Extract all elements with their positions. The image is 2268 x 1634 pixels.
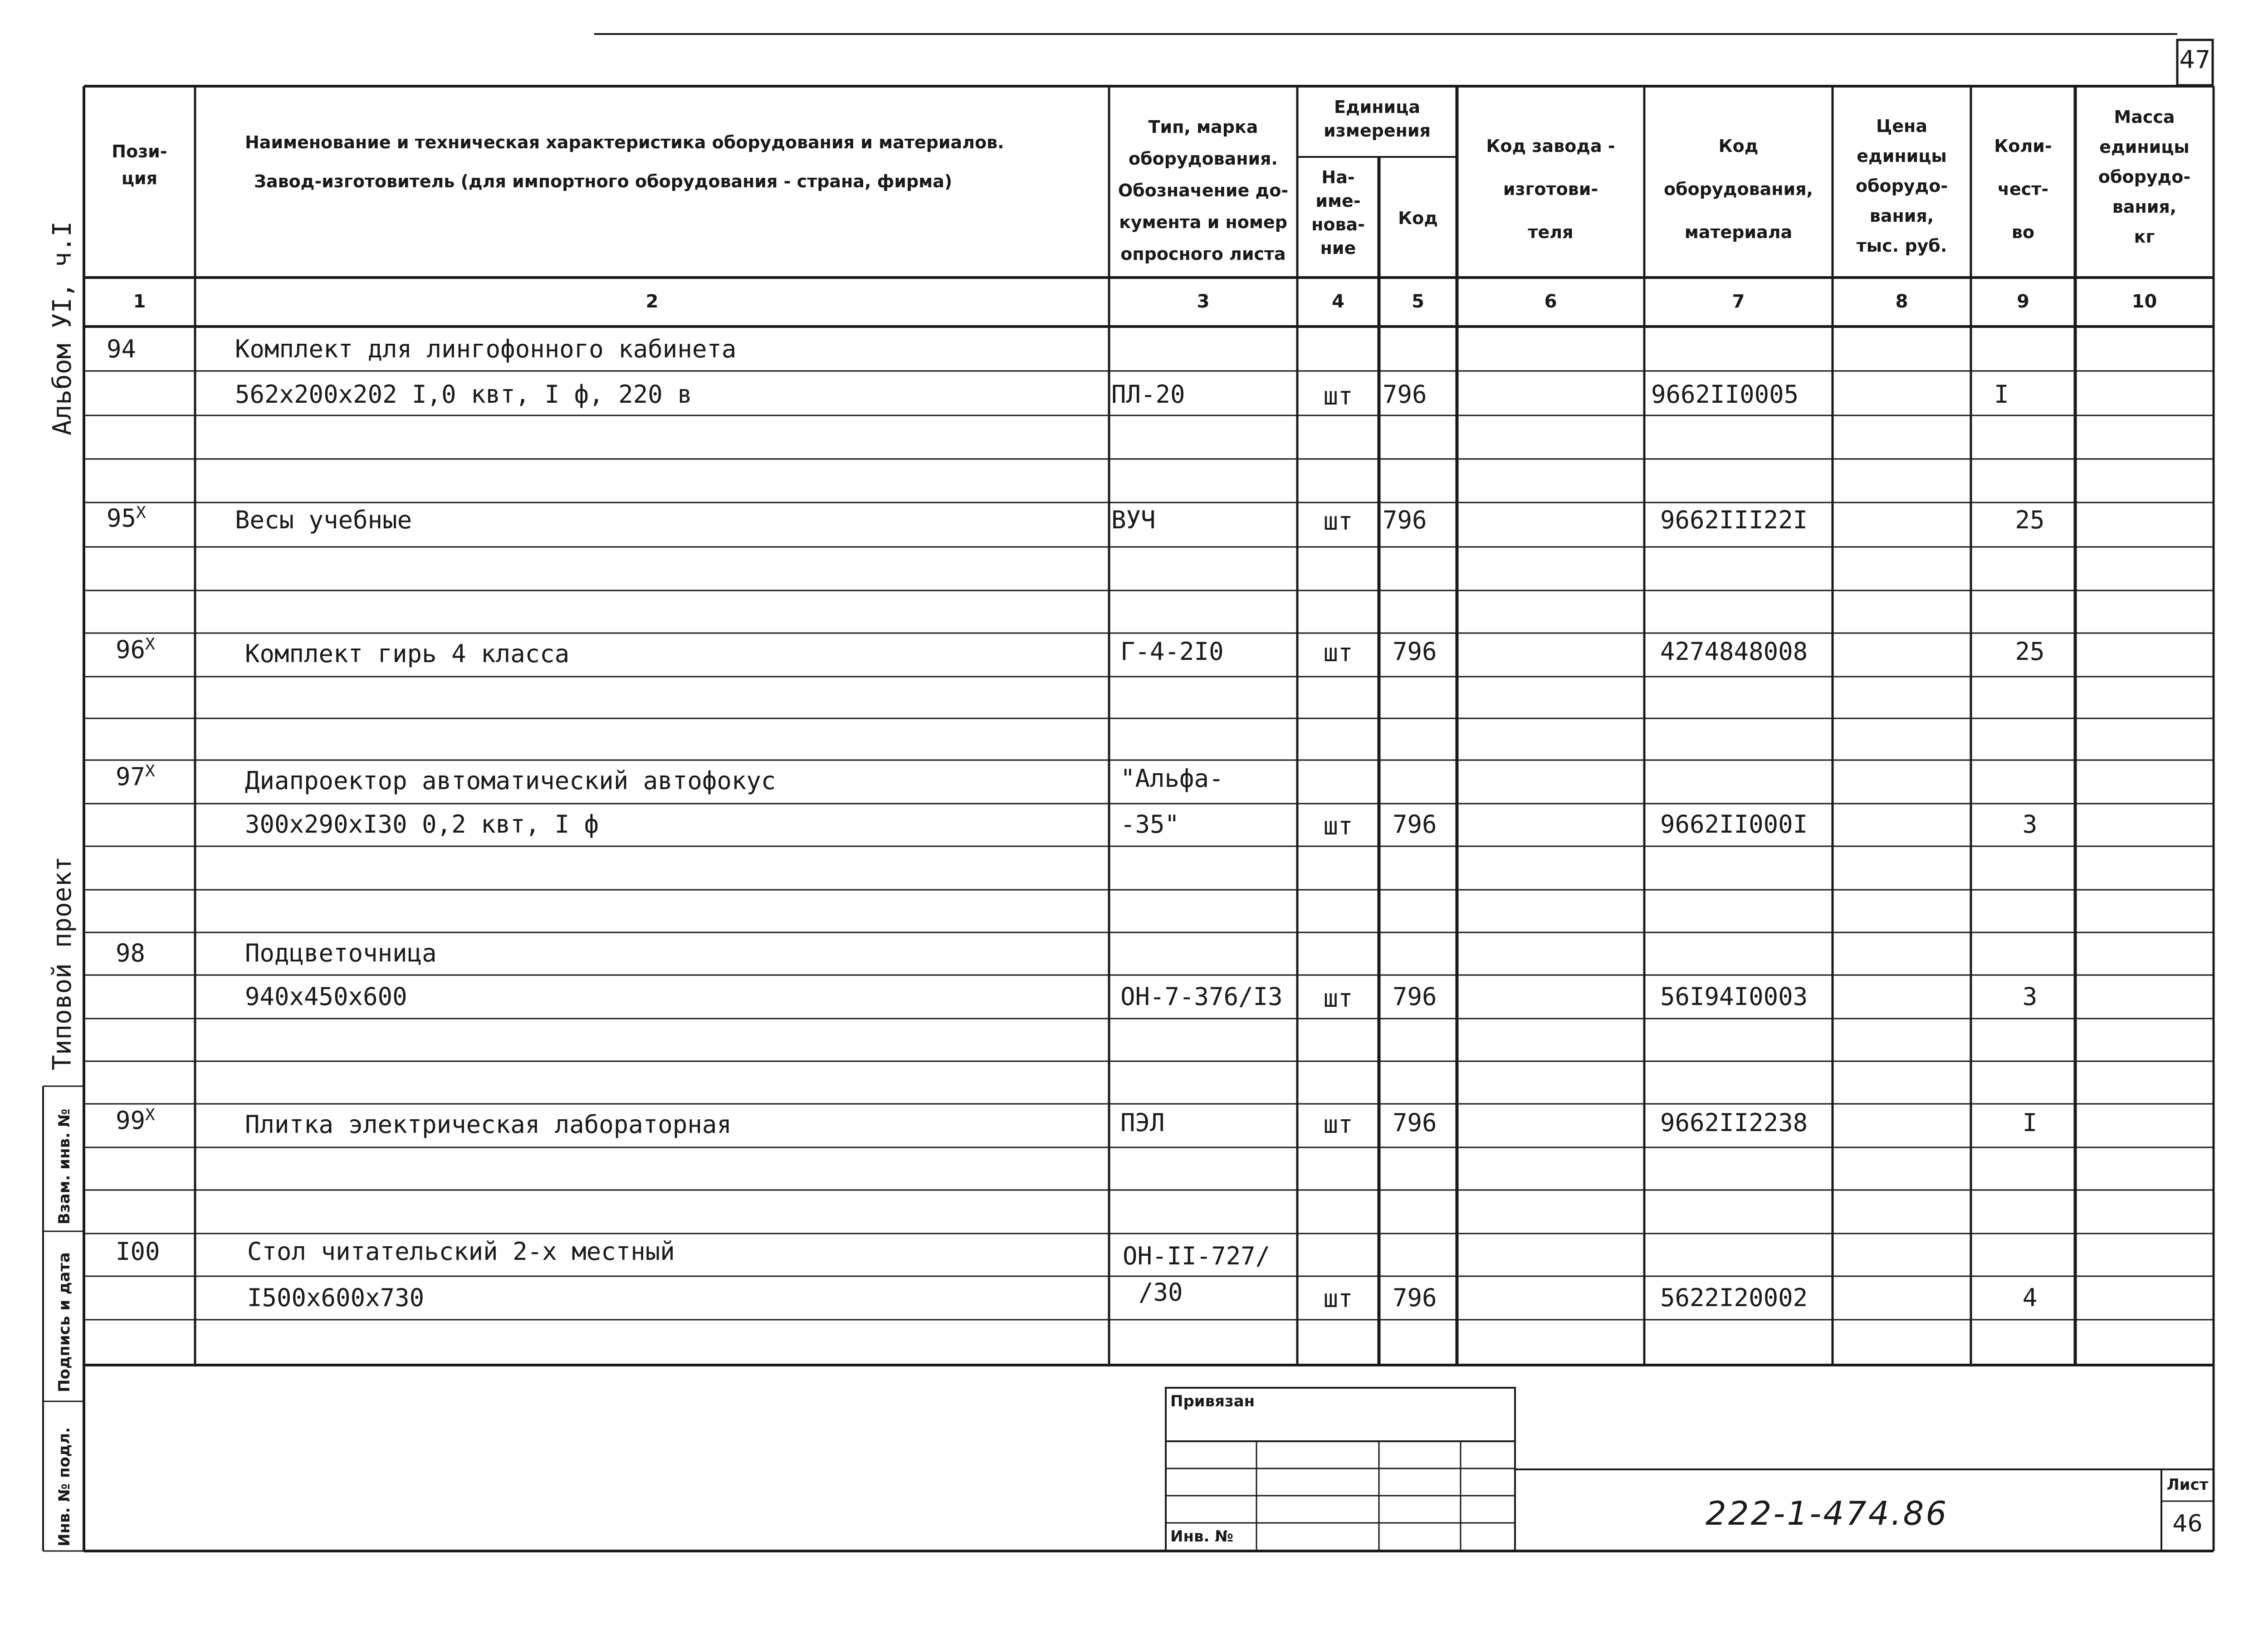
item-95-type: ВУЧ	[1111, 506, 1156, 534]
header-col4: На- име- нова- ние	[1311, 167, 1365, 258]
item-100-spec: I500х600х730	[247, 1283, 425, 1312]
item-100-code: 5622I20002	[1660, 1283, 1808, 1312]
stamp-sheet-number: 46	[2172, 1510, 2203, 1537]
colnum-8: 8	[1895, 291, 1908, 312]
item-99-unit-code: 796	[1393, 1108, 1437, 1137]
item-97-unit: шт	[1323, 812, 1353, 840]
item-97-qty: 3	[2022, 810, 2038, 839]
item-98-type: ОН-7-376/I3	[1120, 982, 1283, 1011]
header-col3: Тип, марка оборудования. Обозначение до- кумента и номер опросного листа	[1118, 117, 1289, 264]
item-97-pos: $97^X$	[116, 762, 155, 791]
item-99-type: ПЭЛ	[1120, 1108, 1165, 1137]
item-98-code: 56I94I0003	[1660, 982, 1808, 1011]
header-col1: Пози- ция	[112, 141, 167, 188]
item-97-spec: 300х290хI30 0,2 квт, I ф	[245, 810, 599, 839]
colnum-10: 10	[2131, 291, 2157, 312]
item-97-type: "Альфа-	[1120, 764, 1224, 793]
header-col10: Масса единицы оборудо- вания, кг	[2098, 107, 2191, 247]
item-95-name: Весы учебные	[235, 506, 412, 534]
item-99-pos: $99^X$	[116, 1106, 155, 1135]
project-label: Типовой проект	[48, 856, 77, 1070]
header-col8: Цена единицы оборудо- вания, тыс. руб.	[1855, 116, 1948, 256]
header-col5: Код	[1398, 208, 1438, 228]
item-94-type: ПЛ-20	[1111, 380, 1185, 409]
item-94-name: Комплект для лингофонного кабинета	[235, 335, 737, 363]
item-97-unit-code: 796	[1393, 810, 1437, 839]
colnum-7: 7	[1732, 291, 1745, 312]
item-94-spec: 562х200х202 I,0 квт, I ф, 220 в	[235, 380, 692, 409]
item-96-code: 4274848008	[1660, 637, 1808, 666]
item-98-unit: шт	[1323, 984, 1353, 1013]
inv-podl-label: Инв. № подл.	[55, 1427, 73, 1546]
colnum-4: 4	[1332, 291, 1344, 312]
podpis-label: Подпись и дата	[55, 1252, 73, 1392]
item-100-pos: I00	[116, 1237, 160, 1266]
item-98-name: Подцветочница	[245, 939, 437, 967]
item-95-qty: 25	[2015, 506, 2045, 534]
item-99-name: Плитка электрическая лабораторная	[245, 1110, 732, 1139]
colnum-5: 5	[1412, 291, 1424, 312]
item-96-name: Комплект гирь 4 класса	[245, 639, 570, 668]
item-96-qty: 25	[2015, 637, 2045, 666]
item-100-type-cont: /30	[1139, 1278, 1183, 1307]
item-97-name: Диапроектор автоматический автофокус	[245, 766, 776, 795]
colnum-3: 3	[1197, 291, 1210, 312]
item-94-pos: 94	[107, 335, 137, 363]
item-95-pos: $95^X$	[107, 503, 146, 532]
item-99-qty: I	[2022, 1108, 2038, 1137]
item-97-code: 9662II000I	[1660, 810, 1808, 839]
colnum-9: 9	[2017, 291, 2029, 312]
item-98-unit-code: 796	[1393, 982, 1437, 1011]
item-94-code: 9662II0005	[1651, 380, 1799, 409]
item-95-unit: шт	[1323, 507, 1353, 536]
item-100-name: Стол читательский 2-х местный	[247, 1237, 675, 1266]
colnum-6: 6	[1544, 291, 1557, 312]
item-95-code: 9662III22I	[1660, 506, 1808, 534]
item-96-pos: $96^X$	[116, 635, 155, 664]
item-96-type: Г-4-2I0	[1120, 637, 1224, 666]
item-100-unit-code: 796	[1393, 1283, 1437, 1312]
header-col9: Коли- чест- во	[1994, 136, 2052, 242]
item-99-unit: шт	[1323, 1110, 1353, 1139]
item-100-unit: шт	[1323, 1284, 1353, 1313]
item-94-unit-code: 796	[1383, 380, 1427, 409]
item-100-type: ОН-II-727/	[1123, 1242, 1271, 1270]
stamp-sheet-label: Лист	[2166, 1476, 2209, 1494]
inv-vzam-label: Взам. инв. №	[55, 1108, 73, 1224]
stamp-doc-number: 222-1-474.86	[1706, 1494, 1949, 1532]
item-96-unit-code: 796	[1393, 637, 1437, 666]
stamp-privyazan: Привязан	[1170, 1392, 1255, 1410]
item-99-code: 9662II2238	[1660, 1108, 1808, 1137]
header-units: Единица измерения	[1324, 97, 1431, 141]
header-col2: Наименование и техническая характеристика оборудования и материалов. Завод-изготовитель (для импортного оборудования - страна, фирма)	[245, 132, 1004, 191]
sheet-corner-number: 47	[2179, 45, 2211, 74]
colnum-2: 2	[645, 291, 659, 312]
item-98-qty: 3	[2022, 982, 2038, 1011]
colnum-1: 1	[133, 291, 146, 312]
stamp-inv-no: Инв. №	[1170, 1527, 1234, 1546]
header-col7: Код оборудования, материала	[1664, 136, 1813, 242]
item-98-spec: 940х450х600	[245, 982, 407, 1011]
item-98-pos: 98	[116, 939, 146, 967]
item-96-unit: шт	[1323, 639, 1353, 667]
album-label: Альбом УI, ч.I	[48, 221, 77, 435]
item-97-type-cont: -35"	[1120, 810, 1180, 839]
header-col6: Код завода - изготови- теля	[1486, 136, 1615, 242]
item-94-qty: I	[1994, 380, 2009, 409]
item-100-qty: 4	[2022, 1283, 2038, 1312]
item-94-unit: шт	[1323, 382, 1353, 410]
item-95-unit-code: 796	[1383, 506, 1427, 534]
